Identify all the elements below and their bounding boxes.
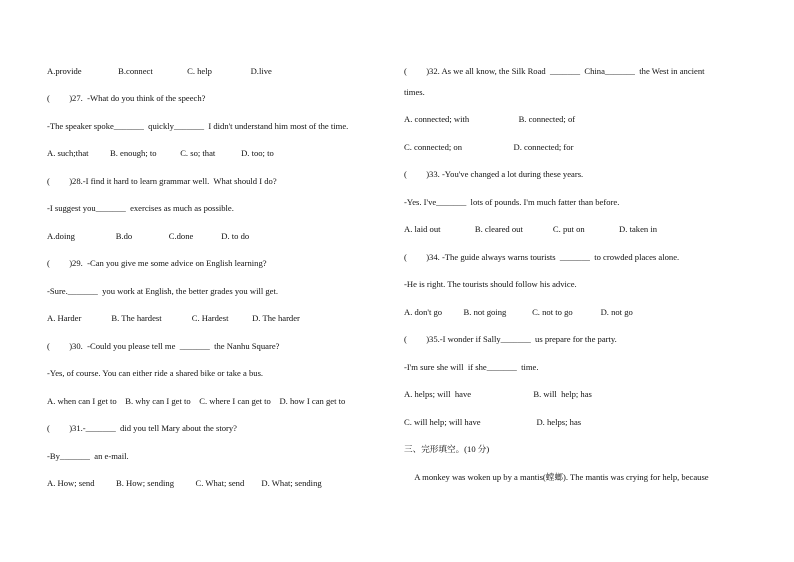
q35-options-cd: C. will help; will have D. helps; has (404, 417, 582, 427)
q27-question: ( )27. -What do you think of the speech? (47, 93, 206, 103)
q34-response: -He is right. The tourists should follow his advice. (404, 279, 577, 289)
q30-options: A. when can I get to B. why can I get to C. where I can get to D. how I can get to (47, 396, 346, 406)
q35-options-ab: A. helps; will have B. will help; has (404, 389, 592, 399)
q27-response: -The speaker spoke_______ quickly_______ I didn't understand him most of the time. (47, 121, 349, 131)
q32-question-cont: times. (404, 87, 425, 97)
q26-options: A.provide B.connect C. help D.live (47, 66, 272, 76)
q31-response: -By_______ an e-mail. (47, 451, 129, 461)
cloze-passage-start: A monkey was woken up by a mantis(螳螂). The mantis was crying for help, because (404, 472, 709, 482)
q35-question: ( )35.-I wonder if Sally_______ us prepare for the party. (404, 334, 617, 344)
q29-question: ( )29. -Can you give me some advice on English learning? (47, 258, 267, 268)
q28-options: A.doing B.do C.done D. to do (47, 231, 250, 241)
q29-response: -Sure._______ you work at English, the better grades you will get. (47, 286, 279, 296)
q28-question: ( )28.-I find it hard to learn grammar well. What should I do? (47, 176, 277, 186)
q33-question: ( )33. -You've changed a lot during these years. (404, 169, 584, 179)
q30-response: -Yes, of course. You can either ride a shared bike or take a bus. (47, 368, 264, 378)
q32-options-cd: C. connected; on D. connected; for (404, 142, 574, 152)
q30-question: ( )30. -Could you please tell me _______ the Nanhu Square? (47, 341, 280, 351)
q34-options: A. don't go B. not going C. not to go D. not go (404, 307, 633, 317)
q31-options: A. How; send B. How; sending C. What; send D. What; sending (47, 478, 322, 488)
q29-options: A. Harder B. The hardest C. Hardest D. The harder (47, 313, 300, 323)
q34-question: ( )34. -The guide always warns tourists _______ to crowded places alone. (404, 252, 680, 262)
q33-response: -Yes. I've_______ lots of pounds. I'm much fatter than before. (404, 197, 620, 207)
q33-options: A. laid out B. cleared out C. put on D. taken in (404, 224, 658, 234)
q32-question: ( )32. As we all know, the Silk Road _______ China_______ the West in ancient (404, 66, 705, 76)
q35-response: -I'm sure she will if she_______ time. (404, 362, 539, 372)
q32-options-ab: A. connected; with B. connected; of (404, 114, 576, 124)
q28-response: -I suggest you_______ exercises as much as possible. (47, 203, 234, 213)
section-3-heading: 三、完形填空。(10 分) (404, 444, 490, 454)
q27-options: A. such;that B. enough; to C. so; that D. too; to (47, 148, 274, 158)
q31-question: ( )31.-_______ did you tell Mary about the story? (47, 423, 237, 433)
